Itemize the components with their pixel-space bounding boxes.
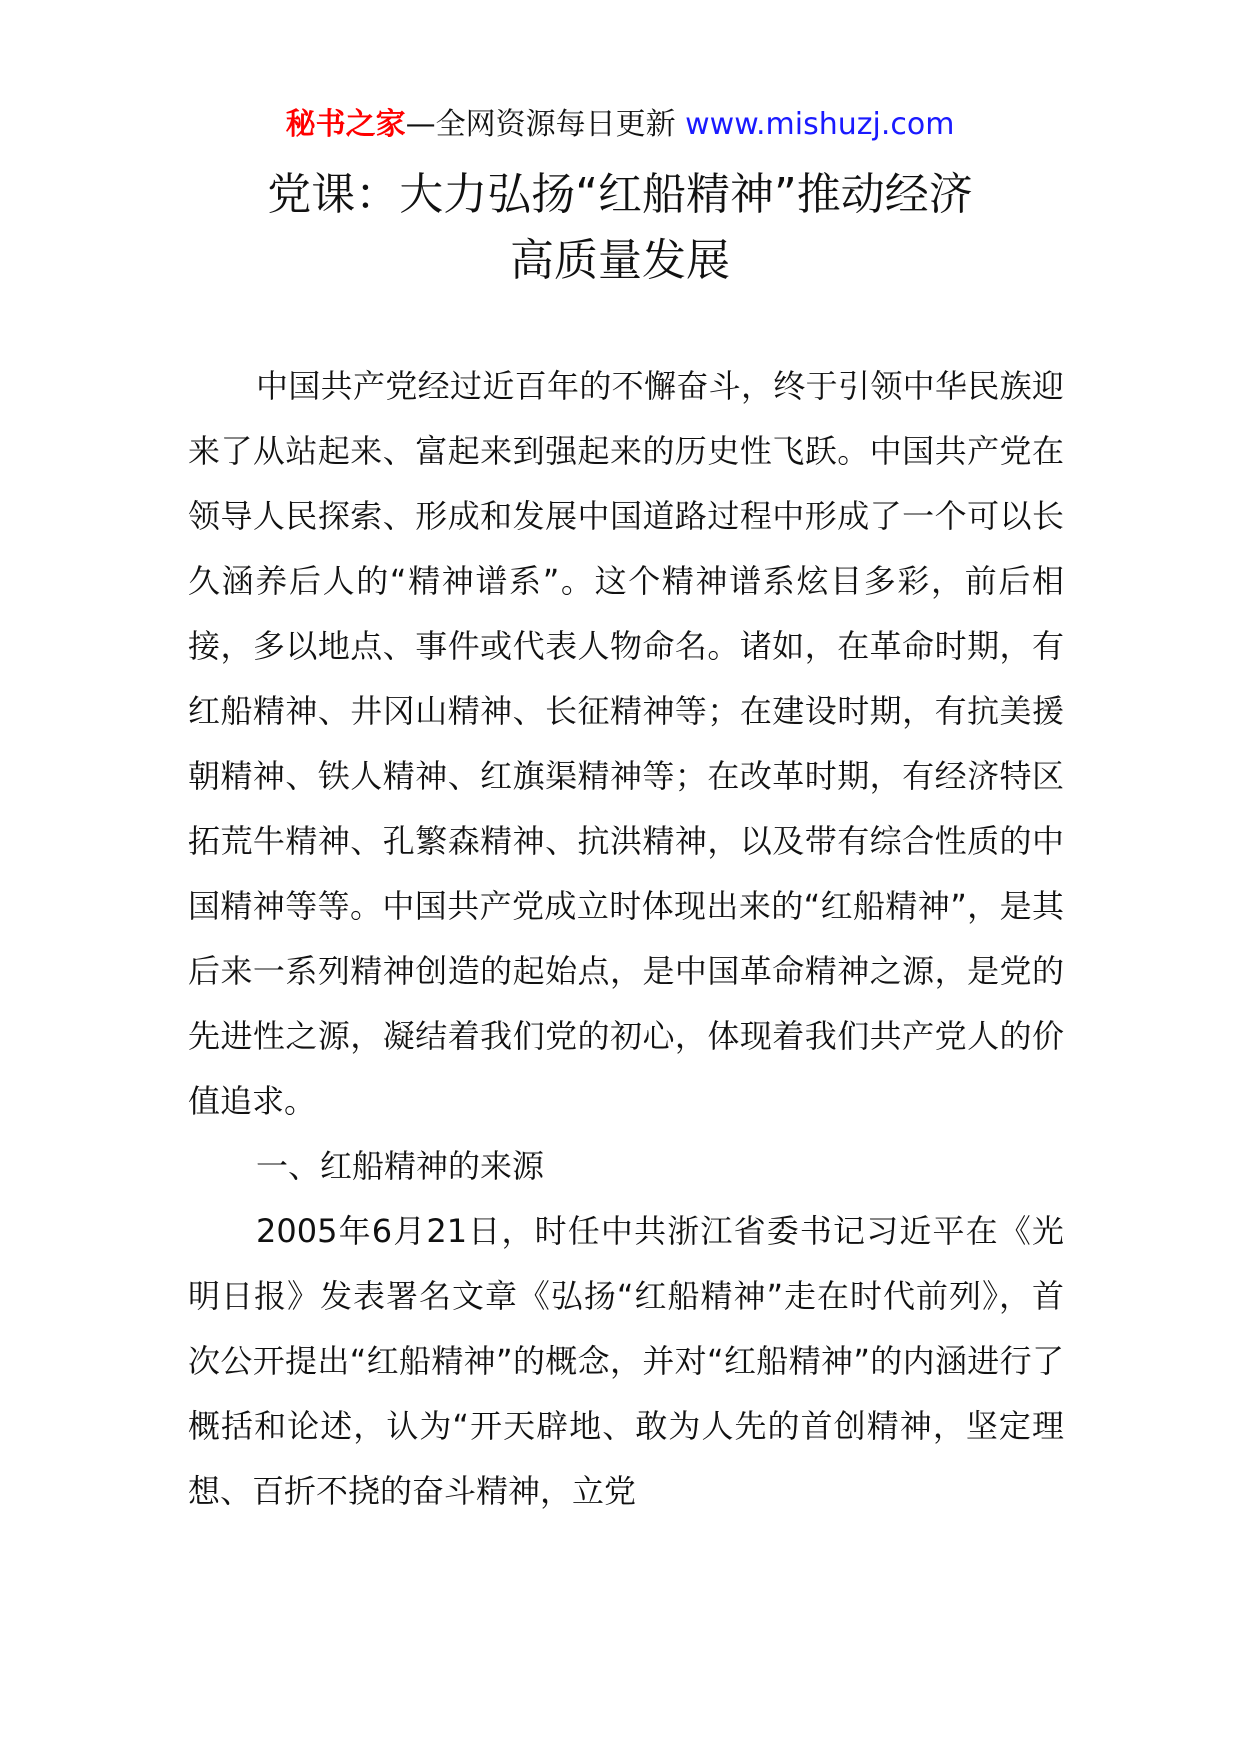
title-line-1: 党课：大力弘扬“红船精神”推动经济 bbox=[267, 169, 973, 220]
site-slogan: —全网资源每日更新 bbox=[405, 107, 686, 142]
site-url-link[interactable]: www.mishuzj.com bbox=[685, 107, 955, 142]
title-line-2: 高质量发展 bbox=[510, 235, 730, 286]
site-brand: 秘书之家 bbox=[285, 107, 406, 142]
document-title bbox=[0, 162, 1240, 294]
site-header bbox=[0, 100, 1240, 150]
section-heading-1: 一、红船精神的来源 bbox=[256, 1147, 545, 1185]
document-body bbox=[188, 354, 1064, 1524]
paragraph-section-1: 2005年6月21日，时任中共浙江省委书记习近平在《光明日报》发表署名文章《弘扬“红船精神”走在时代前列》，首次公开提出“红船精神”的概念，并对“红船精神”的内涵进行了概括和论述，认为“开天辟地、敢为人先的首创精神，坚定理想、百折不挠的奋斗精神，立党 bbox=[188, 1212, 1064, 1510]
paragraph-intro: 中国共产党经过近百年的不懈奋斗，终于引领中华民族迎来了从站起来、富起来到强起来的历史性飞跃。中国共产党在领导人民探索、形成和发展中国道路过程中形成了一个可以长久涵养后人的“精神谱系”。这个精神谱系炫目多彩，前后相接，多以地点、事件或代表人物命名。诸如，在革命时期，有红船精神、井冈山精神、长征精神等；在建设时期，有抗美援朝精神、铁人精神、红旗渠精神等；在改革时期，有经济特区拓荒牛精神、孔繁森精神、抗洪精神，以及带有综合性质的中国精神等等。中国共产党成立时体现出来的“红船精神”，是其后来一系列精神创造的起始点，是中国革命精神之源，是党的先进性之源，凝结着我们党的初心，体现着我们共产党人的价值追求。 bbox=[188, 367, 1064, 1120]
